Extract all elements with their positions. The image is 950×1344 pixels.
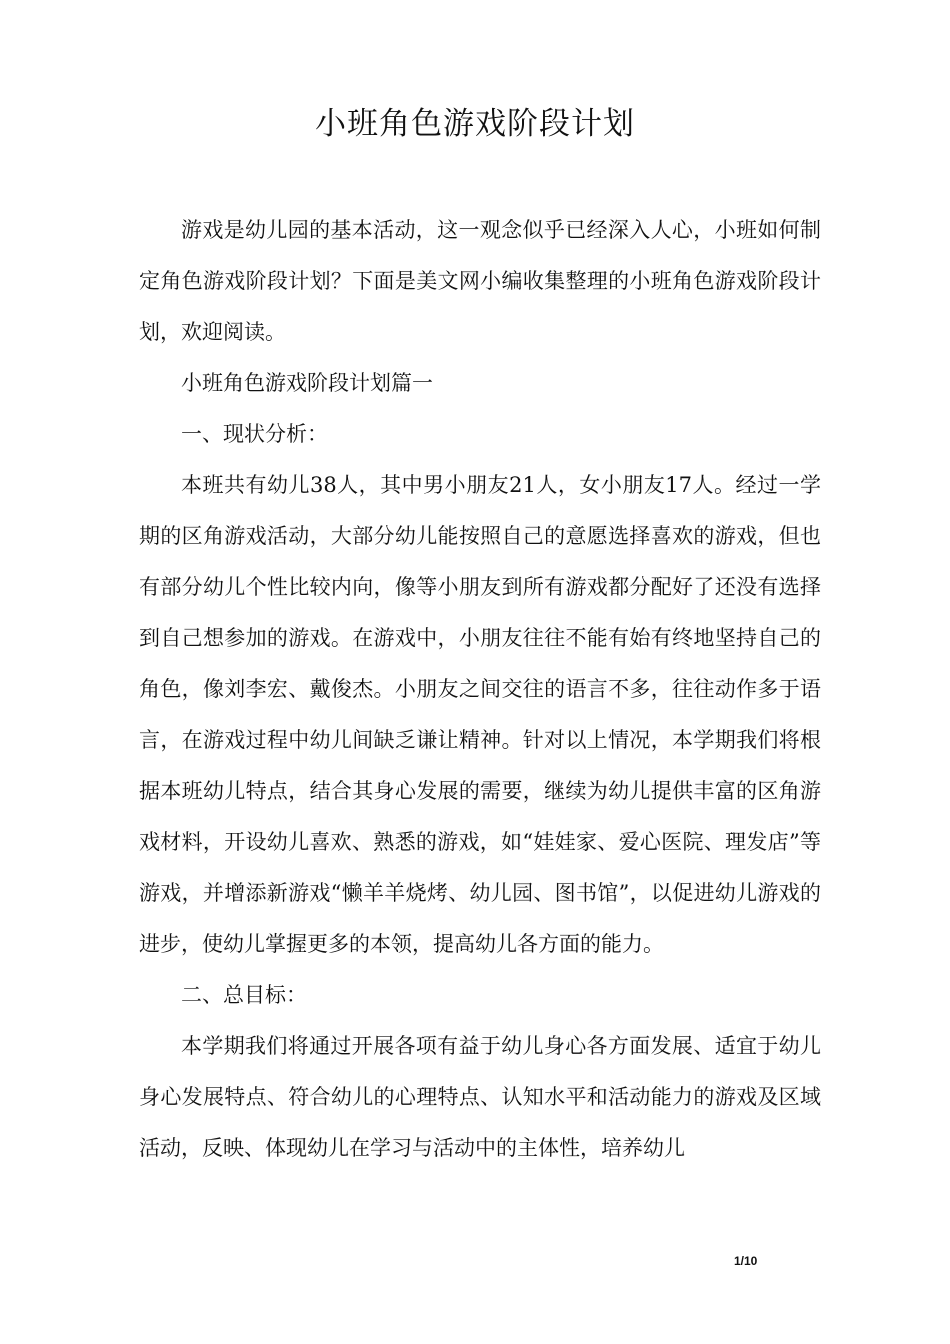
page-number: 1/10 <box>734 1254 758 1268</box>
intro-paragraph: 游戏是幼儿园的基本活动，这一观念似乎已经深入人心，小班如何制定角色游戏阶段计划？下面是美文网小编收集整理的小班角色游戏阶段计划，欢迎阅读。 <box>139 218 821 344</box>
goals-paragraph: 本学期我们将通过开展各项有益于幼儿身心各方面发展、适宜于幼儿身心发展特点、符合幼儿的心理特点、认知水平和活动能力的游戏及区域活动，反映、体现幼儿在学习与活动中的主体性，培养幼儿 <box>139 1034 821 1160</box>
section-heading-part-one: 小班角色游戏阶段计划篇一 <box>181 371 433 395</box>
document-title: 小班角色游戏阶段计划 <box>315 106 635 142</box>
subheading-overall-goals: 二、总目标： <box>181 983 307 1007</box>
document-body <box>139 205 821 1174</box>
subheading-current-analysis: 一、现状分析： <box>181 422 328 446</box>
analysis-paragraph: 本班共有幼儿38人，其中男小朋友21人，女小朋友17人。经过一学期的区角游戏活动，大部分幼儿能按照自己的意愿选择喜欢的游戏，但也有部分幼儿个性比较内向，像等小朋友到所有游戏都分配好了还没有选择到自己想参加的游戏。在游戏中，小朋友往往不能有始有终地坚持自己的角色，像刘李宏、戴俊杰。小朋友之间交往的语言不多，往往动作多于语言，在游戏过程中幼儿间缺乏谦让精神。针对以上情况，本学期我们将根据本班幼儿特点，结合其身心发展的需要，继续为幼儿提供丰富的区角游戏材料，开设幼儿喜欢、熟悉的游戏，如“娃娃家、爱心医院、理发店”等游戏，并增添新游戏“懒羊羊烧烤、幼儿园、图书馆”，以促进幼儿游戏的进步，使幼儿掌握更多的本领，提高幼儿各方面的能力。 <box>139 473 821 956</box>
